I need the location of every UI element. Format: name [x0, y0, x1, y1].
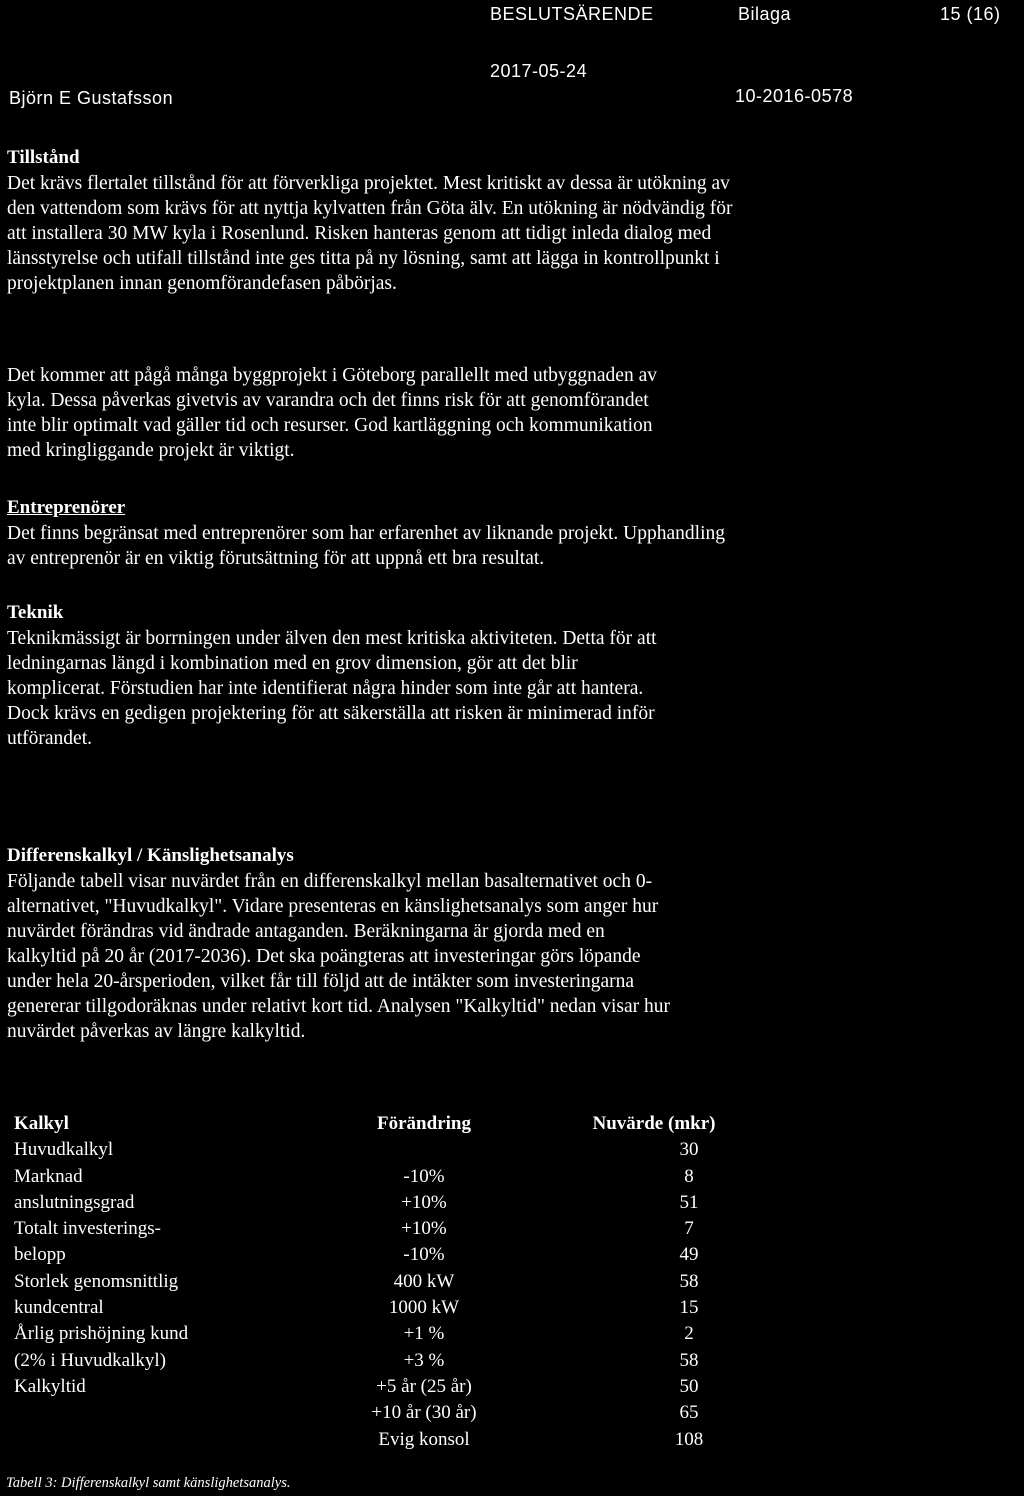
sensitivity-table	[14, 1113, 734, 1455]
table-row	[14, 1297, 734, 1323]
table-row	[14, 1323, 734, 1349]
text-line: kalkyltid på 20 år (2017-2036). Det ska poängteras att investeringar görs löpande	[7, 946, 641, 967]
cell-kalkyl: Huvudkalkyl	[14, 1139, 114, 1161]
document-date: 2017-05-24	[490, 61, 588, 81]
text-line: Dock krävs en gedigen projektering för att säkerställa att risken är minimerad inför	[7, 703, 655, 724]
cell-forandring: +5 år (25 år)	[376, 1375, 472, 1397]
cell-nuvarde: 2	[684, 1323, 694, 1345]
column-header-kalkyl: Kalkyl	[14, 1113, 69, 1134]
table-body	[14, 1139, 734, 1455]
table-row	[14, 1192, 734, 1218]
cell-forandring: -10%	[403, 1244, 445, 1266]
table-row	[14, 1402, 734, 1428]
text-line: kyla. Dessa påverkas givetvis av varandra och det finns risk för att genomförandet	[7, 390, 649, 411]
table-row	[14, 1139, 734, 1165]
cell-nuvarde: 50	[679, 1375, 699, 1397]
text-line: alternativet, "Huvudkalkyl". Vidare presenteras en känslighetsanalys som anger hur	[7, 896, 659, 917]
text-line: projektplanen innan genomförandefasen påbörjas.	[7, 273, 397, 294]
heading-differenskalkyl: Differenskalkyl / Känslighetsanalys	[7, 845, 294, 866]
text-line: Teknikmässigt är borrningen under älven den mest kritiska aktiviteten. Detta för att	[7, 628, 657, 649]
cell-forandring: +10%	[401, 1191, 447, 1213]
text-line: den vattendom som krävs för att nyttja kylvatten från Göta älv. En utökning är nödvändig för	[7, 198, 733, 219]
cell-nuvarde: 58	[679, 1349, 699, 1371]
cell-kalkyl: Marknad	[14, 1165, 83, 1187]
cell-nuvarde: 51	[679, 1191, 699, 1213]
heading-tillstand: Tillstånd	[7, 147, 80, 168]
text-line: genererar tillgodoräknas under relativt kort tid. Analysen "Kalkyltid" nedan visar hur	[7, 996, 671, 1017]
cell-forandring: +3 %	[403, 1349, 445, 1371]
table-caption: Tabell 3: Differenskalkyl samt känslighetsanalys.	[6, 1475, 291, 1491]
cell-kalkyl: belopp	[14, 1244, 66, 1266]
heading-entreprenorer: Entreprenörer	[7, 497, 126, 518]
table-row	[14, 1244, 734, 1270]
text-line: inte blir optimalt vad gäller tid och resurser. God kartläggning och kommunikation	[7, 415, 653, 436]
cell-forandring: +1 %	[403, 1323, 445, 1345]
table-header-row	[14, 1113, 734, 1139]
cell-nuvarde: 65	[679, 1402, 699, 1424]
cell-kalkyl: (2% i Huvudkalkyl)	[14, 1349, 166, 1371]
text-line: att installera 30 MW kyla i Rosenlund. Risken hanteras genom att tidigt inleda dialog med	[7, 223, 712, 244]
paragraph-tillstand-2	[7, 363, 1017, 463]
table-row	[14, 1429, 734, 1455]
text-line: nuvärdet förändras vid ändrade antaganden. Beräkningarna är gjorda med en	[7, 921, 605, 942]
paragraph-teknik	[7, 626, 1017, 751]
cell-nuvarde: 7	[684, 1218, 694, 1240]
text-line: Det krävs flertalet tillstånd för att förverkliga projektet. Mest kritiskt av dessa är utökning av	[7, 173, 730, 194]
text-line: länsstyrelse och utifall tillstånd inte ges titta på ny lösning, samt att lägga in kontrollpunkt i	[7, 248, 720, 269]
column-header-forandring: Förändring	[377, 1113, 471, 1134]
cell-kalkyl: Kalkyltid	[14, 1375, 86, 1397]
text-line: nuvärdet påverkas av längre kalkyltid.	[7, 1021, 306, 1042]
paragraph-differenskalkyl	[7, 869, 1017, 1044]
cell-kalkyl: kundcentral	[14, 1297, 104, 1319]
cell-kalkyl: anslutningsgrad	[14, 1191, 135, 1213]
cell-nuvarde: 49	[679, 1244, 699, 1266]
text-line: Det finns begränsat med entreprenörer som har erfarenhet av liknande projekt. Upphandling	[7, 523, 725, 544]
text-line: ledningarnas längd i kombination med en grov dimension, gör att det blir	[7, 653, 578, 674]
cell-kalkyl: Årlig prishöjning kund	[14, 1323, 189, 1345]
author: Björn E Gustafsson	[9, 88, 174, 108]
cell-nuvarde: 15	[679, 1297, 699, 1319]
table-row	[14, 1376, 734, 1402]
table-row	[14, 1350, 734, 1376]
cell-nuvarde: 30	[679, 1139, 699, 1161]
text-line: Det kommer att pågå många byggprojekt i Göteborg parallellt med utbyggnaden av	[7, 365, 657, 386]
doc-type: BESLUTSÄRENDE	[490, 4, 654, 24]
paragraph-tillstand-1	[7, 171, 1017, 296]
table-row	[14, 1218, 734, 1244]
text-line: under hela 20-årsperioden, vilket får till följd att de intäkter som investeringarna	[7, 971, 635, 992]
reference-number: 10-2016-0578	[735, 86, 854, 106]
cell-forandring: -10%	[403, 1165, 445, 1187]
cell-kalkyl: Storlek genomsnittlig	[14, 1270, 179, 1292]
cell-forandring: 1000 kW	[388, 1297, 460, 1319]
cell-kalkyl: Totalt investerings-	[14, 1218, 161, 1240]
cell-forandring: 400 kW	[393, 1270, 455, 1292]
text-line: Följande tabell visar nuvärdet från en differenskalkyl mellan basalternativet och 0-	[7, 871, 653, 892]
column-header-nuvarde: Nuvärde (mkr)	[592, 1113, 716, 1134]
table-row	[14, 1166, 734, 1192]
cell-nuvarde: 108	[674, 1428, 704, 1450]
cell-forandring: +10 år (30 år)	[371, 1402, 477, 1424]
paragraph-entreprenorer	[7, 521, 1017, 571]
attachment-label: Bilaga	[738, 4, 792, 24]
text-line: av entreprenör är en viktig förutsättning för att uppnå ett bra resultat.	[7, 548, 545, 569]
cell-forandring: Evig konsol	[378, 1428, 470, 1450]
table-row	[14, 1271, 734, 1297]
cell-nuvarde: 58	[679, 1270, 699, 1292]
heading-teknik: Teknik	[7, 602, 64, 623]
text-line: med kringliggande projekt är viktigt.	[7, 440, 295, 461]
cell-forandring: +10%	[401, 1218, 447, 1240]
page-number: 15 (16)	[940, 4, 1001, 24]
text-line: utförandet.	[7, 728, 93, 749]
text-line: komplicerat. Förstudien har inte identifierat några hinder som inte går att hantera.	[7, 678, 644, 699]
cell-nuvarde: 8	[684, 1165, 694, 1187]
